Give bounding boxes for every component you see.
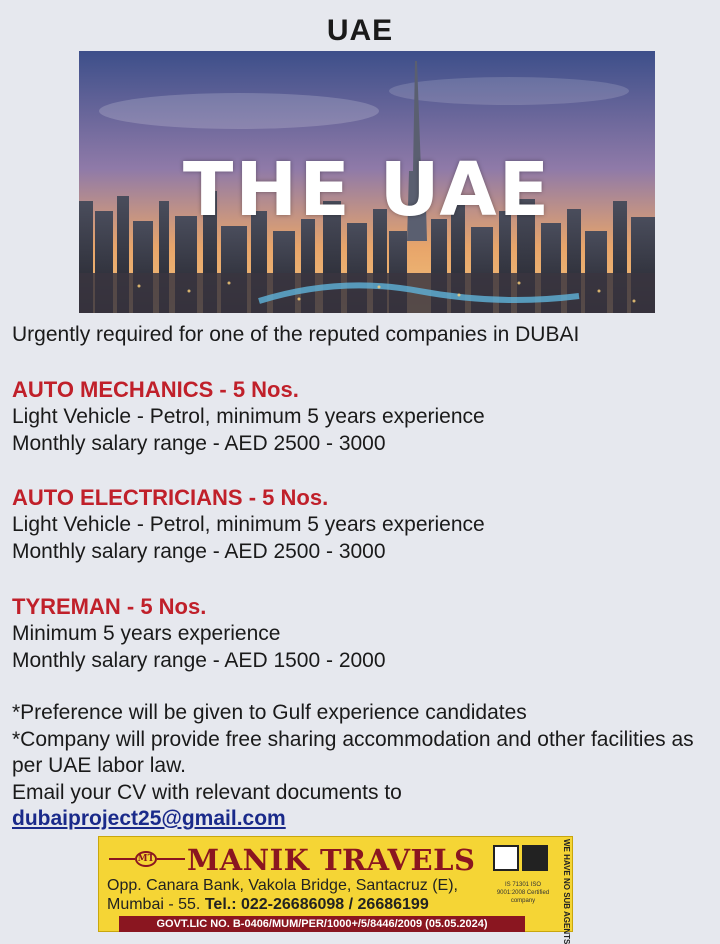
intro-text: Urgently required for one of the reputed companies in DUBAI xyxy=(12,323,580,346)
agency-box xyxy=(98,836,573,944)
email-prompt: Email your CV with relevant documents to xyxy=(12,780,402,804)
note-preference: *Preference will be given to Gulf experience candidates xyxy=(12,701,527,724)
job-listing xyxy=(12,484,485,565)
page-title: UAE xyxy=(326,14,394,47)
job-listing xyxy=(12,593,386,674)
email-link[interactable]: dubaiproject25@gmail.com xyxy=(12,807,286,830)
agency-address: Opp. Canara Bank, Vakola Bridge, Santacruz (E), xyxy=(107,877,458,894)
job-salary: Monthly salary range - AED 1500 - 2000 xyxy=(12,649,386,672)
agency-name-row xyxy=(105,843,485,875)
certification-badges xyxy=(493,845,551,873)
tel-label: Tel.: xyxy=(204,896,237,913)
agency-city: Mumbai - 55. xyxy=(107,896,201,913)
cert-badge-icon xyxy=(493,845,519,871)
agency-logo-icon: MT xyxy=(135,851,157,867)
logo-divider xyxy=(157,858,185,860)
job-requirement: Light Vehicle - Petrol, minimum 5 years experience xyxy=(12,405,485,428)
license-number: GOVT.LIC NO. B-0406/MUM/PER/1000+/5/8446/2009 (05.05.2024) xyxy=(119,916,525,932)
agency-name: MANIK TRAVELS xyxy=(187,843,476,877)
note-accommodation: *Company will provide free sharing accommodation and other facilities as per UAE labor law. xyxy=(12,727,694,777)
job-salary: Monthly salary range - AED 2500 - 3000 xyxy=(12,432,386,455)
banner-text: THE UAE xyxy=(182,147,552,233)
job-title: TYREMAN - 5 Nos. xyxy=(12,594,207,619)
agency-phone[interactable]: 022-26686098 / 26686199 xyxy=(240,896,429,913)
job-salary: Monthly salary range - AED 2500 - 3000 xyxy=(12,540,386,563)
agency-phone-line xyxy=(107,896,429,914)
job-listing xyxy=(12,376,485,457)
no-sub-agents-text: WE HAVE NO SUB AGENTS xyxy=(562,839,571,944)
job-requirement: Light Vehicle - Petrol, minimum 5 years experience xyxy=(12,513,485,536)
logo-divider xyxy=(109,858,135,860)
banner-image xyxy=(79,51,655,313)
job-title: AUTO ELECTRICIANS - 5 Nos. xyxy=(12,485,329,510)
notes-section xyxy=(12,700,702,833)
job-title: AUTO MECHANICS - 5 Nos. xyxy=(12,377,299,402)
cert-text: IS 71301 ISO 9001:2008 Certified company xyxy=(496,882,550,904)
cert-badge-icon xyxy=(522,845,548,871)
job-requirement: Minimum 5 years experience xyxy=(12,622,281,645)
